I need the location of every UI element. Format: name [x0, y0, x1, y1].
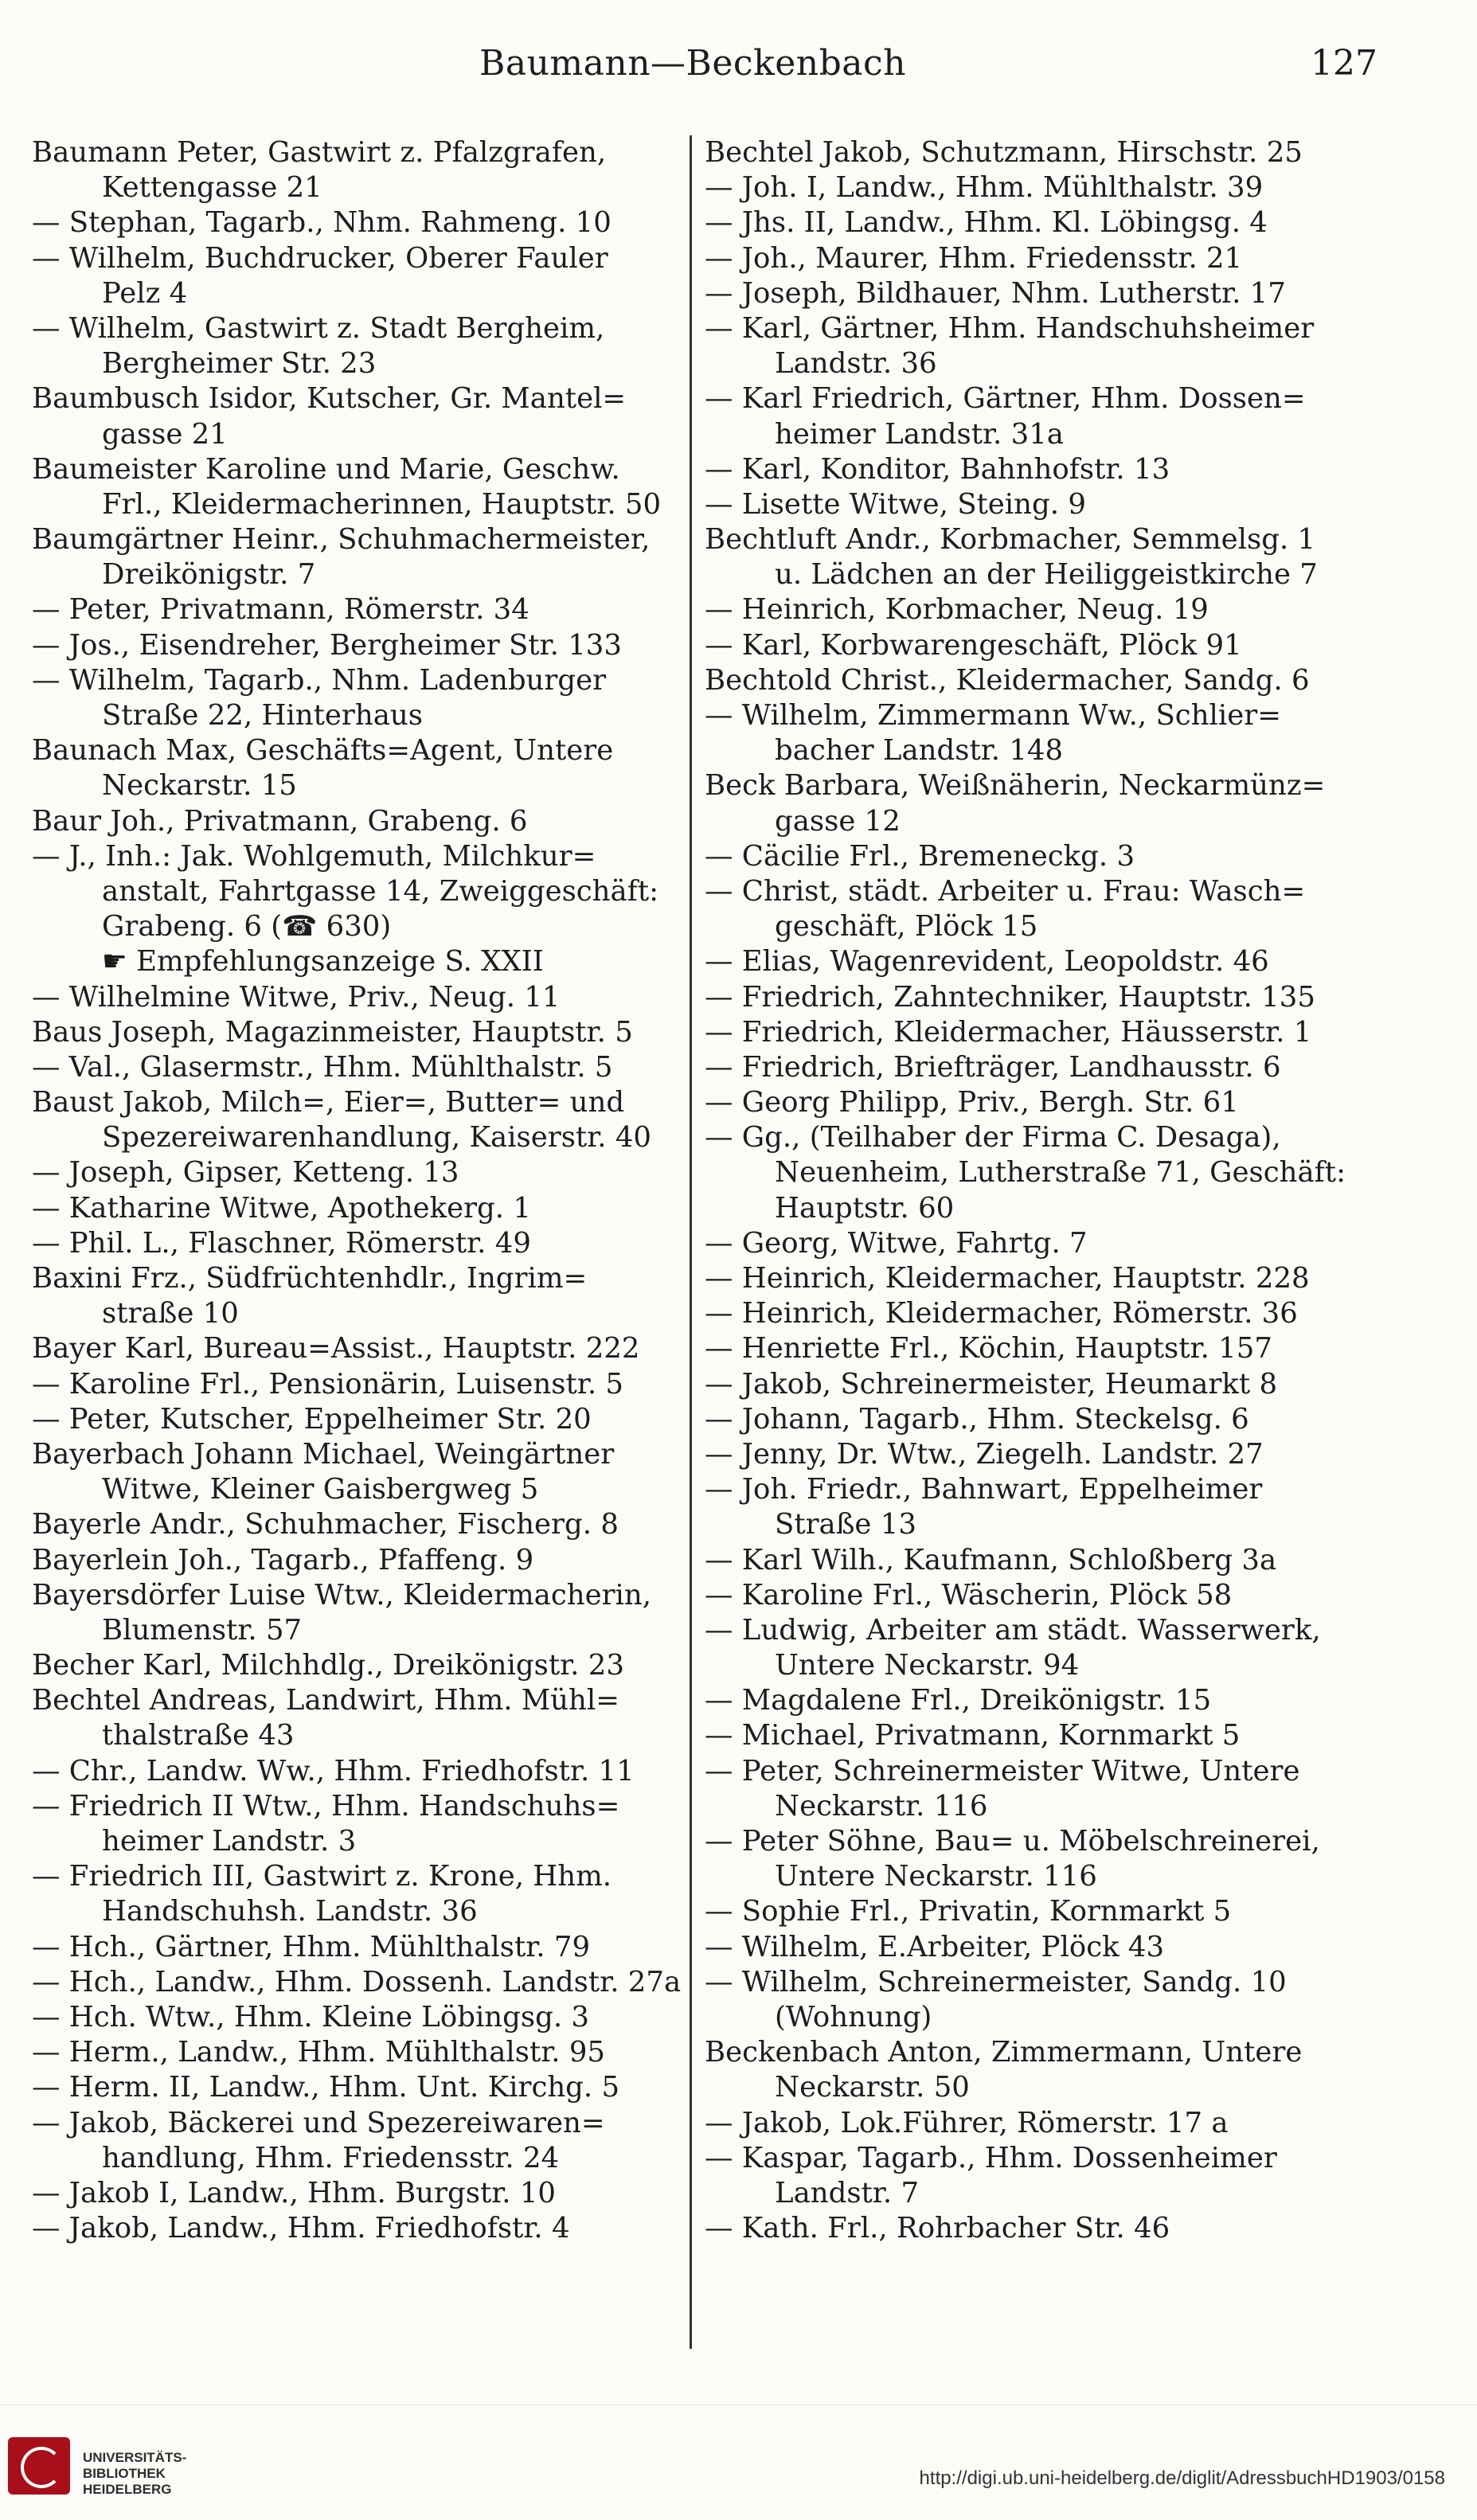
- directory-entry-line: handlung, Hhm. Friedensstr. 24: [102, 2141, 560, 2174]
- directory-entry-line: Bayer Karl, Bureau=Assist., Hauptstr. 222: [32, 1332, 640, 1365]
- directory-entry-line: — Gg., (Teilhaber der Firma C. Desaga),: [705, 1121, 1281, 1155]
- right-column: [705, 135, 1366, 2246]
- directory-entry-line: Baunach Max, Geschäfts=Agent, Untere: [32, 734, 614, 768]
- directory-entry-line: Baumeister Karoline und Marie, Geschw.: [32, 452, 620, 486]
- directory-entry-line: heimer Landstr. 31a: [775, 417, 1064, 451]
- directory-entry-line: Bergheimer Str. 23: [102, 347, 377, 381]
- directory-entry-line: — Karl Wilh., Kaufmann, Schloßberg 3a: [705, 1543, 1277, 1576]
- directory-entry-line: — Karl, Korbwarengeschäft, Plöck 91: [705, 628, 1242, 662]
- directory-entry-line: — Peter Söhne, Bau= u. Möbelschreinerei,: [705, 1825, 1320, 1858]
- directory-entry-line: — Val., Glasermstr., Hhm. Mühlthalstr. 5: [32, 1050, 613, 1084]
- directory-entry-line: — Wilhelm, Gastwirt z. Stadt Bergheim,: [32, 311, 605, 345]
- directory-entry-line: Beck Barbara, Weißnäherin, Neckarmünz=: [705, 769, 1326, 803]
- directory-entry-line: — Peter, Schreinermeister Witwe, Untere: [705, 1754, 1300, 1787]
- directory-entry-line: — Joh., Maurer, Hhm. Friedensstr. 21: [705, 241, 1243, 275]
- directory-entry-line: (Wohnung): [775, 2000, 932, 2034]
- directory-entry-line: Blumenstr. 57: [102, 1613, 303, 1647]
- directory-entry-line: gasse 12: [775, 804, 901, 838]
- directory-entry-line: — Henriette Frl., Köchin, Hauptstr. 157: [705, 1332, 1272, 1365]
- university-library-logo-icon: [8, 2437, 70, 2495]
- directory-entry-line: Beckenbach Anton, Zimmermann, Untere: [705, 2036, 1303, 2069]
- directory-entry-line: Baur Joh., Privatmann, Grabeng. 6: [32, 804, 528, 838]
- directory-entry-line: — Jos., Eisendreher, Bergheimer Str. 133: [32, 628, 622, 662]
- directory-entry-line: — Stephan, Tagarb., Nhm. Rahmeng. 10: [32, 206, 612, 240]
- directory-entry-line: — Jhs. II, Landw., Hhm. Kl. Löbingsg. 4: [705, 206, 1268, 240]
- directory-entry-line: — Karl, Konditor, Bahnhofstr. 13: [705, 452, 1170, 486]
- directory-entry-line: straße 10: [102, 1297, 239, 1330]
- left-column: [32, 135, 685, 2246]
- directory-entry-line: — Johann, Tagarb., Hhm. Steckelsg. 6: [705, 1402, 1249, 1436]
- directory-entry-line: Untere Neckarstr. 116: [775, 1860, 1097, 1893]
- directory-entry-line: — Jakob, Lok.Führer, Römerstr. 17 a: [705, 2106, 1229, 2139]
- directory-entry-line: — Wilhelmine Witwe, Priv., Neug. 11: [32, 980, 561, 1014]
- directory-entry-line: — Joseph, Gipser, Ketteng. 13: [32, 1156, 459, 1190]
- directory-entry-line: Spezereiwarenhandlung, Kaiserstr. 40: [102, 1121, 652, 1155]
- directory-entry-line: — Jakob, Landw., Hhm. Friedhofstr. 4: [32, 2212, 570, 2245]
- directory-entry-line: — Friedrich, Kleidermacher, Häusserstr. 1: [705, 1015, 1312, 1049]
- directory-entry-line: — Karoline Frl., Wäscherin, Plöck 58: [705, 1578, 1233, 1612]
- logo-line: UNIVERSITÄTS-: [83, 2450, 187, 2465]
- directory-entry-line: — Wilhelm, E.Arbeiter, Plöck 43: [705, 1930, 1165, 1963]
- directory-entry-line: — Joh. I, Landw., Hhm. Mühlthalstr. 39: [705, 171, 1264, 205]
- directory-entry-line: — Wilhelm, Zimmermann Ww., Schlier=: [705, 699, 1281, 732]
- directory-entry-line: — Chr., Landw. Ww., Hhm. Friedhofstr. 11: [32, 1754, 635, 1787]
- source-url-link[interactable]: http://digi.ub.uni-heidelberg.de/diglit/AdressbuchHD1903/0158: [919, 2467, 1445, 2489]
- page-header: [32, 35, 1377, 99]
- directory-entry-line: Landstr. 7: [775, 2176, 920, 2209]
- directory-entry-line: Bayerbach Johann Michael, Weingärtner: [32, 1437, 615, 1471]
- page-title: Baumann—Beckenbach: [479, 43, 906, 84]
- logo-line: BIBLIOTHEK: [83, 2466, 166, 2481]
- directory-entry-line: Pelz 4: [102, 276, 188, 310]
- directory-entry-line: — Wilhelm, Tagarb., Nhm. Ladenburger: [32, 663, 607, 697]
- directory-entry-line: — Karoline Frl., Pensionärin, Luisenstr. 5: [32, 1367, 623, 1401]
- directory-entry-line: Bechtluft Andr., Korbmacher, Semmelsg. 1: [705, 523, 1316, 557]
- directory-entry-line: — Joseph, Bildhauer, Nhm. Lutherstr. 17: [705, 276, 1286, 310]
- library-logo-text: [83, 2450, 186, 2498]
- directory-entry-line: Bayerle Andr., Schuhmacher, Fischerg. 8: [32, 1508, 619, 1541]
- directory-entry-line: Baumann Peter, Gastwirt z. Pfalzgrafen,: [32, 136, 607, 169]
- directory-entry-line: — Elias, Wagenrevident, Leopoldstr. 46: [705, 945, 1269, 979]
- directory-entry-line: — Cäcilie Frl., Bremeneckg. 3: [705, 839, 1135, 873]
- directory-entry-line: — Magdalene Frl., Dreikönigstr. 15: [705, 1684, 1212, 1717]
- directory-entry-line: Becher Karl, Milchhdlg., Dreikönigstr. 23: [32, 1649, 624, 1682]
- directory-entry-line: — Karl Friedrich, Gärtner, Hhm. Dossen=: [705, 382, 1306, 416]
- directory-entry-line: — Jakob I, Landw., Hhm. Burgstr. 10: [32, 2176, 557, 2209]
- directory-entry-line: — Friedrich II Wtw., Hhm. Handschuhs=: [32, 1789, 620, 1823]
- directory-entry-line: — Peter, Privatmann, Römerstr. 34: [32, 593, 529, 627]
- footer: [0, 2405, 1477, 2520]
- directory-entry-line: — Hch., Gärtner, Hhm. Mühlthalstr. 79: [32, 1930, 591, 1963]
- directory-entry-line: Neckarstr. 15: [102, 769, 297, 803]
- column-divider: [690, 135, 692, 2349]
- directory-entry-line: — Peter, Kutscher, Eppelheimer Str. 20: [32, 1402, 592, 1436]
- directory-entry-line: — Joh. Friedr., Bahnwart, Eppelheimer: [705, 1473, 1263, 1506]
- directory-entry-line: Bechtold Christ., Kleidermacher, Sandg. 6: [705, 663, 1310, 697]
- directory-entry-line: Baumgärtner Heinr., Schuhmachermeister,: [32, 523, 651, 557]
- directory-entry-line: — Jenny, Dr. Wtw., Ziegelh. Landstr. 27: [705, 1437, 1264, 1471]
- directory-entry-line: Bechtel Andreas, Landwirt, Hhm. Mühl=: [32, 1684, 620, 1717]
- directory-entry-line: Untere Neckarstr. 94: [775, 1649, 1080, 1682]
- directory-entry-line: ☛ Empfehlungsanzeige S. XXII: [102, 945, 544, 979]
- directory-entry-line: gasse 21: [102, 417, 228, 451]
- directory-entry-line: Straße 13: [775, 1508, 916, 1541]
- directory-entry-line: Baxini Frz., Südfrüchtenhdlr., Ingrim=: [32, 1262, 588, 1295]
- directory-entry-line: — Hch., Landw., Hhm. Dossenh. Landstr. 27a: [32, 1965, 682, 1998]
- directory-entry-line: — Friedrich, Zahntechniker, Hauptstr. 135: [705, 980, 1315, 1014]
- directory-entry-line: Bayersdörfer Luise Wtw., Kleidermacherin,: [32, 1578, 652, 1612]
- directory-entry-line: — Heinrich, Kleidermacher, Römerstr. 36: [705, 1297, 1298, 1330]
- directory-entry-line: — Georg Philipp, Priv., Bergh. Str. 61: [705, 1086, 1239, 1119]
- page-number: 127: [1311, 43, 1377, 84]
- directory-entry-line: Baumbusch Isidor, Kutscher, Gr. Mantel=: [32, 382, 627, 416]
- directory-entry-line: — Herm., Landw., Hhm. Mühlthalstr. 95: [32, 2036, 606, 2069]
- directory-entry-line: — Michael, Privatmann, Kornmarkt 5: [705, 1719, 1241, 1752]
- directory-entry-line: bacher Landstr. 148: [775, 734, 1064, 768]
- directory-entry-line: Neuenheim, Lutherstraße 71, Geschäft:: [775, 1156, 1346, 1190]
- directory-entry-line: Neckarstr. 50: [775, 2071, 970, 2104]
- directory-entry-line: — Sophie Frl., Privatin, Kornmarkt 5: [705, 1895, 1232, 1928]
- directory-entry-line: — Friedrich, Briefträger, Landhausstr. 6: [705, 1050, 1281, 1084]
- directory-entry-line: Baus Joseph, Magazinmeister, Hauptstr. 5: [32, 1015, 633, 1049]
- directory-entry-line: — Friedrich III, Gastwirt z. Krone, Hhm.: [32, 1860, 612, 1893]
- directory-entry-line: — Lisette Witwe, Steing. 9: [705, 487, 1086, 521]
- directory-entry-line: Witwe, Kleiner Gaisbergweg 5: [102, 1473, 539, 1506]
- directory-entry-line: Handschuhsh. Landstr. 36: [102, 1895, 478, 1928]
- directory-entry-line: — J., Inh.: Jak. Wohlgemuth, Milchkur=: [32, 839, 596, 873]
- directory-entry-line: — Christ, städt. Arbeiter u. Frau: Wasch=: [705, 874, 1306, 908]
- directory-entry-line: anstalt, Fahrtgasse 14, Zweiggeschäft:: [102, 874, 659, 908]
- directory-entry-line: — Georg, Witwe, Fahrtg. 7: [705, 1226, 1088, 1260]
- directory-entry-line: Frl., Kleidermacherinnen, Hauptstr. 50: [102, 487, 662, 521]
- directory-entry-line: geschäft, Plöck 15: [775, 910, 1038, 944]
- directory-entry-line: Neckarstr. 116: [775, 1789, 988, 1823]
- directory-entry-line: — Ludwig, Arbeiter am städt. Wasserwerk,: [705, 1613, 1321, 1647]
- directory-entry-line: Dreikönigstr. 7: [102, 558, 316, 592]
- directory-entry-line: — Hch. Wtw., Hhm. Kleine Löbingsg. 3: [32, 2000, 589, 2034]
- directory-entry-line: u. Lädchen an der Heiliggeistkirche 7: [775, 558, 1318, 592]
- directory-entry-line: — Herm. II, Landw., Hhm. Unt. Kirchg. 5: [32, 2071, 620, 2104]
- directory-entry-line: — Jakob, Schreinermeister, Heumarkt 8: [705, 1367, 1278, 1401]
- directory-entry-line: — Jakob, Bäckerei und Spezereiwaren=: [32, 2106, 605, 2139]
- directory-entry-line: Kettengasse 21: [102, 171, 322, 205]
- directory-entry-line: Landstr. 36: [775, 347, 937, 381]
- directory-entry-line: — Katharine Witwe, Apothekerg. 1: [32, 1191, 531, 1225]
- directory-entry-line: heimer Landstr. 3: [102, 1825, 357, 1858]
- directory-entry-line: — Wilhelm, Schreinermeister, Sandg. 10: [705, 1965, 1287, 1998]
- directory-entry-line: Straße 22, Hinterhaus: [102, 699, 423, 732]
- directory-entry-line: — Phil. L., Flaschner, Römerstr. 49: [32, 1226, 531, 1260]
- directory-entry-line: thalstraße 43: [102, 1719, 295, 1752]
- directory-entry-line: Bechtel Jakob, Schutzmann, Hirschstr. 25: [705, 136, 1303, 169]
- directory-entry-line: — Kaspar, Tagarb., Hhm. Dossenheimer: [705, 2141, 1277, 2174]
- directory-entry-line: — Wilhelm, Buchdrucker, Oberer Fauler: [32, 241, 608, 275]
- directory-entry-line: Baust Jakob, Milch=, Eier=, Butter= und: [32, 1086, 625, 1119]
- directory-entry-line: Grabeng. 6 (☎ 630): [102, 910, 392, 944]
- directory-entry-line: — Heinrich, Kleidermacher, Hauptstr. 228: [705, 1262, 1310, 1295]
- directory-entry-line: — Karl, Gärtner, Hhm. Handschuhsheimer: [705, 311, 1315, 345]
- directory-entry-line: — Kath. Frl., Rohrbacher Str. 46: [705, 2212, 1170, 2245]
- directory-entry-line: — Heinrich, Korbmacher, Neug. 19: [705, 593, 1209, 627]
- directory-entry-line: Bayerlein Joh., Tagarb., Pfaffeng. 9: [32, 1543, 534, 1576]
- logo-line: HEIDELBERG: [83, 2482, 172, 2497]
- directory-entry-line: Hauptstr. 60: [775, 1191, 955, 1225]
